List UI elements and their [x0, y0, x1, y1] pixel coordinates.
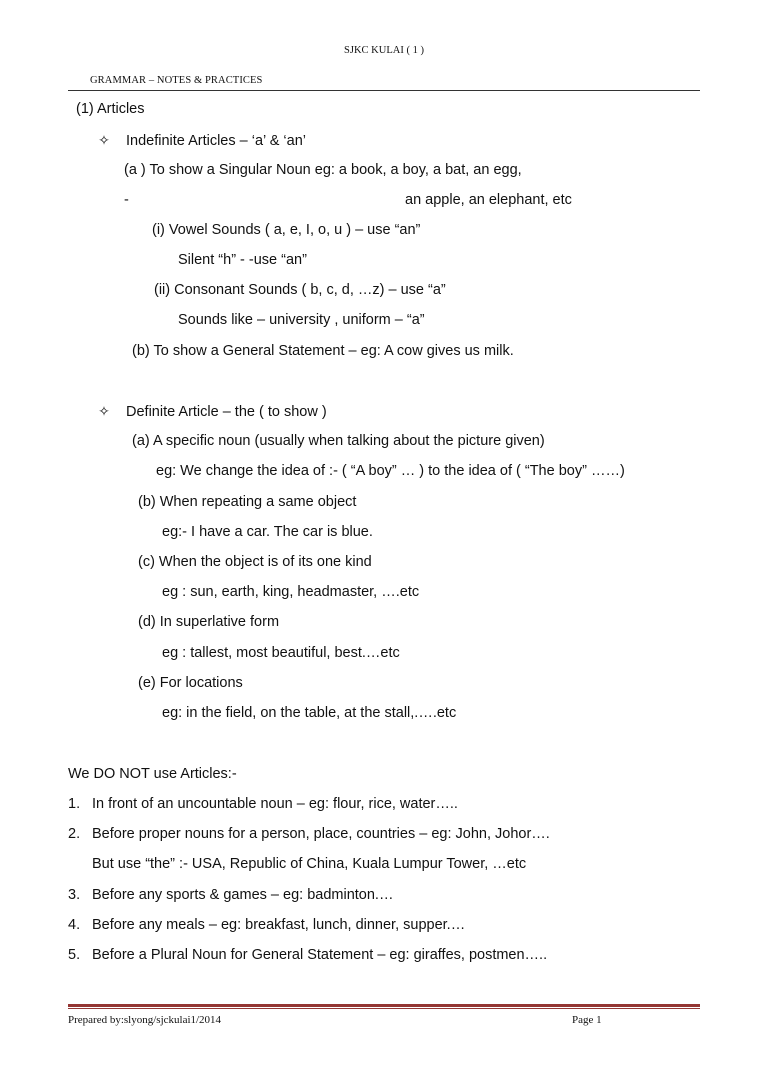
definite-a-example: eg: We change the idea of :- ( “A boy” … ) to the idea of ( “The boy” ……)	[156, 463, 625, 479]
list-item	[68, 825, 550, 843]
diamond-bullet-icon: ✧	[98, 132, 110, 148]
diamond-bullet-icon: ✧	[98, 403, 110, 419]
definite-c-example: eg : sun, earth, king, headmaster, ….etc	[162, 584, 420, 600]
definite-heading: Definite Article – the ( to show )	[126, 404, 327, 420]
definite-a-line: (a) A specific noun (usually when talking about the picture given)	[132, 433, 545, 449]
not-use-heading: We DO NOT use Articles:-	[68, 766, 237, 782]
indefinite-a-line: (a ) To show a Singular Noun eg: a book, a boy, a bat, an egg,	[124, 162, 522, 178]
definite-e-line: (e) For locations	[138, 675, 243, 691]
definite-b-line: (b) When repeating a same object	[138, 494, 357, 510]
indefinite-b-line: (b) To show a General Statement – eg: A cow gives us milk.	[132, 343, 514, 359]
definite-d-example: eg : tallest, most beautiful, best.…etc	[162, 645, 400, 661]
indefinite-heading-row	[96, 131, 306, 150]
list-item	[68, 916, 465, 934]
indefinite-dash: -	[124, 192, 129, 208]
indefinite-ii-line: (ii) Consonant Sounds ( b, c, d, …z) – use “a”	[154, 282, 446, 298]
list-number: 3.	[68, 887, 81, 903]
definite-b-example: eg:- I have a car. The car is blue.	[162, 524, 373, 540]
indefinite-i-sub: Silent “h” - -use “an”	[178, 252, 307, 268]
footer-page-number: Page 1	[572, 1014, 602, 1026]
list-number: 2.	[68, 826, 81, 842]
list-number: 1.	[68, 796, 81, 812]
list-text: But use “the” :- USA, Republic of China, Kuala Lumpur Tower, …etc	[92, 856, 527, 872]
indefinite-a-continuation: an apple, an elephant, etc	[405, 192, 572, 208]
definite-c-line: (c) When the object is of its one kind	[138, 554, 372, 570]
list-item	[68, 946, 547, 964]
list-text: Before a Plural Noun for General Statement – eg: giraffes, postmen…..	[92, 947, 548, 963]
list-text: In front of an uncountable noun – eg: flour, rice, water…..	[92, 796, 458, 812]
definite-d-line: (d) In superlative form	[138, 614, 280, 630]
header-title: SJKC KULAI ( 1 )	[344, 45, 424, 56]
list-item	[68, 886, 393, 904]
header-rule	[68, 90, 700, 91]
footer-prepared-by: Prepared by:slyong/sjckulai1/2014	[68, 1014, 222, 1026]
definite-heading-row	[96, 402, 327, 421]
list-item	[68, 795, 458, 813]
definite-e-example: eg: in the field, on the table, at the stall,.….etc	[162, 705, 457, 721]
list-number: 5.	[68, 947, 81, 963]
list-number: 4.	[68, 917, 81, 933]
indefinite-i-line: (i) Vowel Sounds ( a, e, I, o, u ) – use “an”	[152, 222, 421, 238]
header-subtitle: GRAMMAR – NOTES & PRACTICES	[90, 75, 263, 86]
indefinite-heading: Indefinite Articles – ‘a’ & ‘an’	[126, 133, 307, 149]
list-item	[68, 855, 526, 873]
list-text: Before proper nouns for a person, place, countries – eg: John, Johor….	[92, 826, 550, 842]
list-text: Before any meals – eg: breakfast, lunch, dinner, supper.…	[92, 917, 466, 933]
section-heading: (1) Articles	[76, 101, 145, 117]
list-text: Before any sports & games – eg: badminton.…	[92, 887, 394, 903]
footer-rule	[68, 1004, 700, 1009]
indefinite-ii-sub: Sounds like – university , uniform – “a”	[178, 312, 425, 328]
